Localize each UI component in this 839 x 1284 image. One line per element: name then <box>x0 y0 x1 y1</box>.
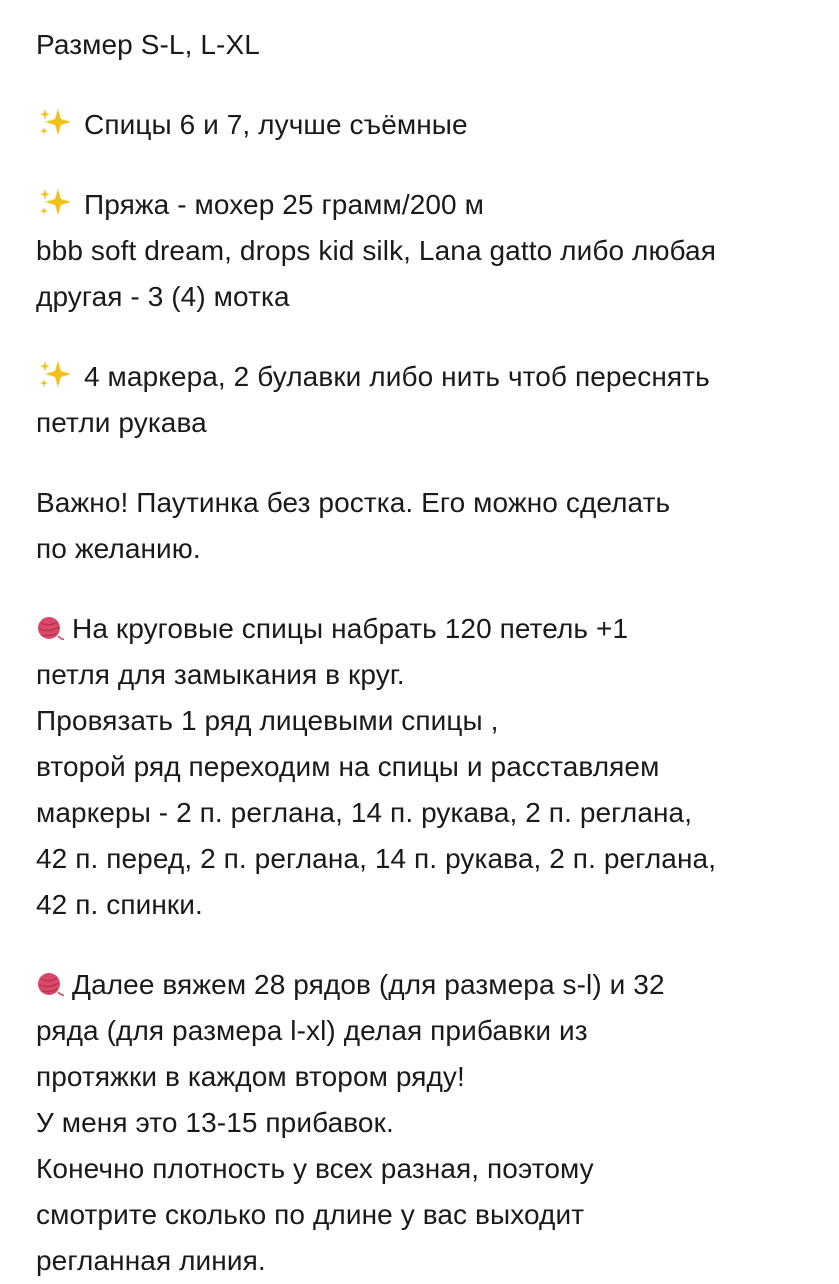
step1-line-1: На круговые спицы набрать 120 петель +1 <box>72 613 629 644</box>
yarn-line-3: другая - 3 (4) мотка <box>36 281 290 312</box>
step2-line-2: ряда (для размера l-xl) делая прибавки из <box>36 1015 588 1046</box>
important-paragraph <box>36 480 809 572</box>
sparkles-icon <box>36 187 76 219</box>
step2-line-4: У меня это 13-15 прибавок. <box>36 1107 394 1138</box>
step2-line-7: регланная линия. <box>36 1245 266 1276</box>
step2-line-1: Далее вяжем 28 рядов (для размера s-l) и 32 <box>72 969 665 1000</box>
yarn-line-1: Пряжа - мохер 25 грамм/200 м <box>84 189 484 220</box>
size-line <box>36 22 809 68</box>
important-line-2: по желанию. <box>36 533 201 564</box>
needles-text: Спицы 6 и 7, лучше съёмные <box>84 109 468 140</box>
yarn-ball-icon <box>36 970 64 998</box>
step2-line-3: протяжки в каждом втором ряду! <box>36 1061 465 1092</box>
step2-line-6: смотрите сколько по длине у вас выходит <box>36 1199 585 1230</box>
step1-line-4: второй ряд переходим на спицы и расставляем <box>36 751 660 782</box>
yarn-line-2: bbb soft dream, drops kid silk, Lana gatto либо любая <box>36 235 716 266</box>
step2-paragraph <box>36 962 809 1284</box>
size-text: Размер S-L, L-XL <box>36 29 260 60</box>
step1-paragraph <box>36 606 809 928</box>
markers-paragraph <box>36 354 809 446</box>
yarn-ball-icon <box>36 614 64 642</box>
step1-line-6: 42 п. перед, 2 п. реглана, 14 п. рукава, 2 п. реглана, <box>36 843 717 874</box>
step1-line-3: Провязать 1 ряд лицевыми спицы , <box>36 705 499 736</box>
sparkles-icon <box>36 359 76 391</box>
step1-line-2: петля для замыкания в круг. <box>36 659 405 690</box>
step1-line-5: маркеры - 2 п. реглана, 14 п. рукава, 2 п. реглана, <box>36 797 693 828</box>
step1-line-7: 42 п. спинки. <box>36 889 203 920</box>
step2-line-5: Конечно плотность у всех разная, поэтому <box>36 1153 594 1184</box>
sparkles-icon <box>36 107 76 139</box>
important-line-1: Важно! Паутинка без ростка. Его можно сделать <box>36 487 671 518</box>
markers-line-2: петли рукава <box>36 407 207 438</box>
markers-line-1: 4 маркера, 2 булавки либо нить чтоб переснять <box>84 361 710 392</box>
needles-line <box>36 102 809 148</box>
yarn-paragraph <box>36 182 809 320</box>
